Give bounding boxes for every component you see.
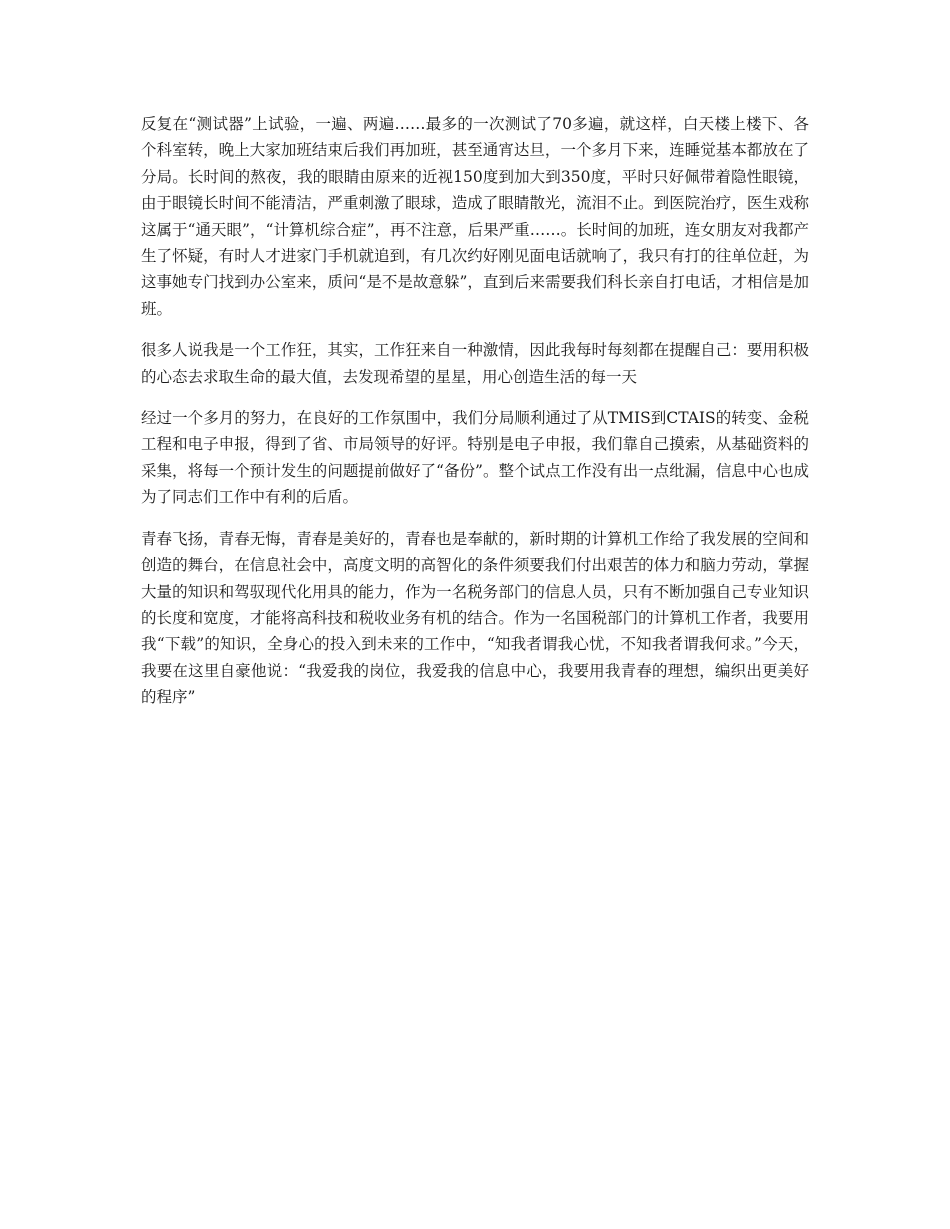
paragraph-achievement: 经过一个多月的努力，在良好的工作氛围中，我们分局顺利通过了从TMIS到CTAIS的转变、金税工程和电子申报，得到了省、市局领导的好评。特别是电子申报，我们靠自己摸索，从基础资料的采集，将每一个预计发生的问题提前做好了“备份”。整个试点工作没有出一点纰漏，信息中心也成为了同志们工作中有利的后盾。 — [141, 409, 809, 507]
paragraph-workaholic: 很多人说我是一个工作狂，其实，工作狂来自一种激情，因此我每时每刻都在提醒自己：要用积极的心态去求取生命的最大值，去发现希望的星星，用心创造生活的每一天 — [141, 341, 809, 386]
paragraph-youth: 青春飞扬，青春无悔，青春是美好的，青春也是奉献的，新时期的计算机工作给了我发展的空间和创造的舞台，在信息社会中，高度文明的高智化的条件须要我们付出艰苦的体力和脑力劳动，掌握大量的知识和驾驭现代化用具的能力，作为一名税务部门的信息人员，只有不断加强自己专业知识的长度和宽度，才能将高科技和税收业务有机的结合。作为一名国税部门的计算机工作者，我要用我“下载”的知识，全身心的投入到未来的工作中，“知我者谓我心忧，不知我者谓我何求。”今天，我要在这里自豪他说：“我爱我的岗位，我爱我的信息中心，我要用我青春的理想，编织出更美好的程序” — [141, 529, 809, 707]
paragraph-testing: 反复在“测试器”上试验，一遍、两遍……最多的一次测试了70多遍，就这样，白天楼上楼下、各个科室转，晚上大家加班结束后我们再加班，甚至通宵达旦，一个多月下来，连睡觉基本都放在了分局。长时间的熬夜，我的眼睛由原来的近视150度到加大到350度，平时只好佩带着隐性眼镜，由于眼镜长时间不能清洁，严重刺激了眼球，造成了眼睛散光，流泪不止。到医院治疗，医生戏称这属于“通天眼”，“计算机综合症”，再不注意，后果严重……。长时间的加班，连女朋友对我都产生了怀疑，有时人才进家门手机就追到，有几次约好刚见面电话就响了，我只有打的往单位赶，为这事她专门找到办公室来，质问“是不是故意躲”，直到后来需要我们科长亲自打电话，才相信是加班。 — [141, 115, 809, 318]
document-body — [141, 111, 809, 726]
